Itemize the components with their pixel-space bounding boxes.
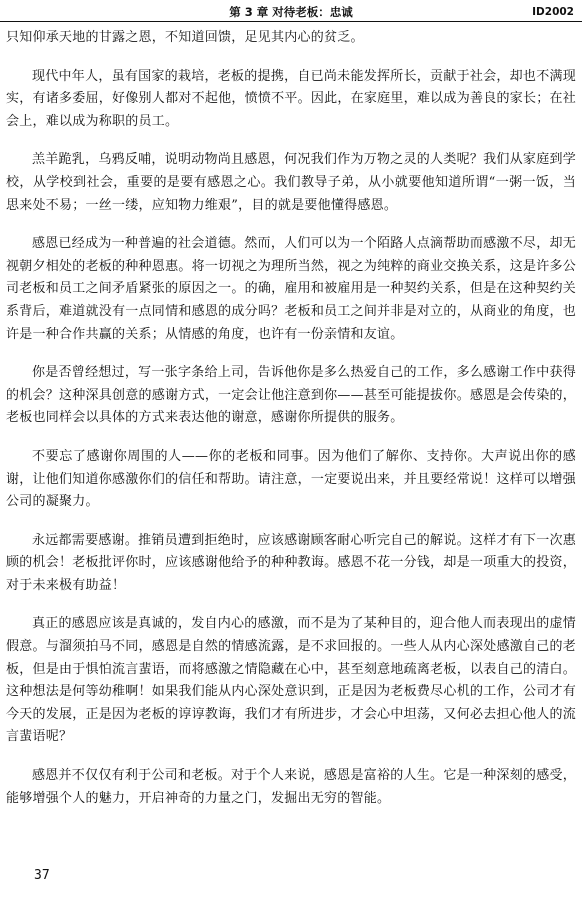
header-rule xyxy=(0,21,582,22)
paragraph: 感恩已经成为一种普遍的社会道德。然而，人们可以为一个陌路人点滴帮助而感激不尽，却无视朝夕相处的老板的种种恩惠。将一切视之为理所当然，视之为纯粹的商业交换关系，这是许多公司老板和员工之间矛盾紧张的原因之一。的确，雇用和被雇用是一种契约关系，但是在这种契约关系背后，难道就没有一点同情和感恩的成分吗？老板和员工之间并非是对立的，从商业的角度，也许是一种合作共赢的关系；从情感的角度，也许有一份亲情和友谊。 xyxy=(6,236,576,342)
paragraph: 现代中年人，虽有国家的栽培，老板的提携，自已尚未能发挥所长，贡献于社会，却也不满现实，有诸多委屈，好像别人都对不起他，愤愤不平。因此，在家庭里，难以成为善良的家长；在社会上，难以成为称职的员工。 xyxy=(6,68,576,129)
page-body xyxy=(6,27,576,810)
paragraph: 你是否曾经想过，写一张字条给上司，告诉他你是多么热爱自己的工作，多么感谢工作中获得的机会？这种深具创意的感谢方式，一定会让他注意到你——甚至可能提拔你。感恩是会传染的，老板也同样会以具体的方式来表达他的谢意，感谢你所提供的服务。 xyxy=(6,365,576,426)
paragraph: 羔羊跪乳，乌鸦反哺，说明动物尚且感恩，何况我们作为万物之灵的人类呢？我们从家庭到学校，从学校到社会，重要的是要有感恩之心。我们教导子弟，从小就要他知道所谓“一粥一饭，当思来处不易；一丝一缕，应知物力维艰”，目的就是要他懂得感恩。 xyxy=(6,152,576,213)
paragraph: 永远都需要感谢。推销员遭到拒绝时，应该感谢顾客耐心听完自己的解说。这样才有下一次惠顾的机会！老板批评你时，应该感谢他给予的种种教诲。感恩不花一分钱，却是一项重大的投资，对于未来极有助益！ xyxy=(6,532,576,593)
chapter-title: 第 3 章 对待老板：忠诚 xyxy=(229,5,353,19)
paragraph: 真正的感恩应该是真诚的，发自内心的感激，而不是为了某种目的，迎合他人而表现出的虚情假意。与溜须拍马不同，感恩是自然的情感流露，是不求回报的。一些人从内心深处感激自己的老板，但是由于惧怕流言蜚语，而将感激之情隐藏在心中，甚至刻意地疏离老板，以表自己的清白。这种想法是何等幼稚啊！如果我们能从内心深处意识到，正是因为老板费尽心机的工作，公司才有今天的发展，正是因为老板的谆谆教诲，我们才有所进步，才会心中坦荡，又何必去担心他人的流言蜚语呢？ xyxy=(6,616,576,745)
paragraph: 感恩并不仅仅有利于公司和老板。对于个人来说，感恩是富裕的人生。它是一种深刻的感受，能够增强个人的魅力，开启神奇的力量之门，发掘出无穷的智能。 xyxy=(6,768,576,806)
running-header xyxy=(0,4,582,20)
document-code: ID2002 xyxy=(532,6,574,18)
paragraph: 不要忘了感谢你周围的人——你的老板和同事。因为他们了解你、支持你。大声说出你的感谢，让他们知道你感激你们的信任和帮助。请注意，一定要说出来，并且要经常说！这样可以增强公司的凝聚力。 xyxy=(6,448,576,510)
page-number: 37 xyxy=(34,868,50,883)
paragraph-continuation: 只知仰承天地的甘露之恩，不知道回馈，足见其内心的贫乏。 xyxy=(6,30,364,45)
